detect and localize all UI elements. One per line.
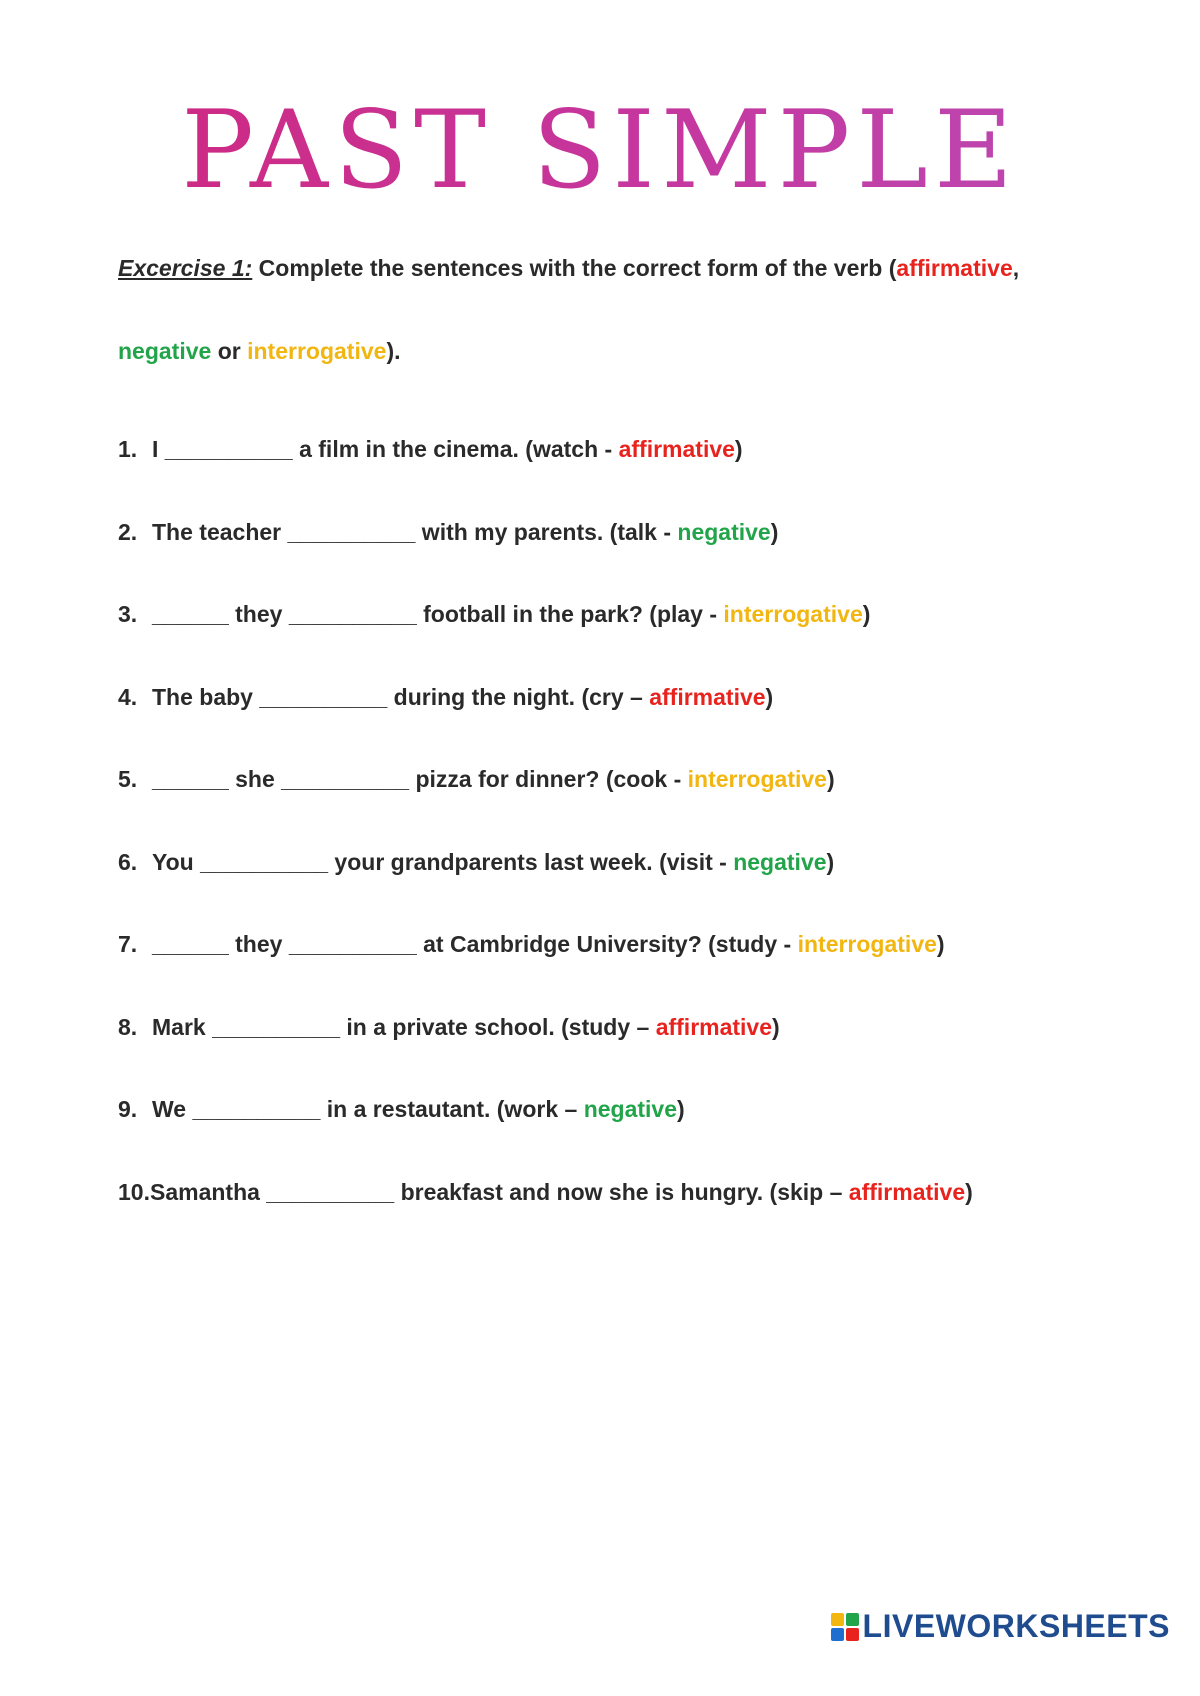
verb-form-keyword: negative [583,1096,678,1122]
question-number: 6. [118,848,138,875]
question-close: ) [862,601,871,627]
logo-text: LIVEWORKSHEETS [862,1608,1170,1644]
question-text: Samantha __________ breakfast and now she is hungry. (skip – [149,1178,849,1205]
question-number: 5. [118,766,138,792]
liveworksheets-logo [831,1608,1170,1645]
instructions-or: or [211,338,248,364]
verb-form-keyword: negative [733,848,827,875]
exercise-label: Excercise 1: [118,255,253,281]
question-row [118,931,1118,958]
question-close: ) [770,518,779,545]
question-number: 2. [118,518,138,545]
interrogative-keyword: interrogative [247,338,387,364]
verb-form-keyword: interrogative [687,766,827,792]
question-text: The teacher __________ with my parents. (talk - [152,518,678,545]
question-number: 10. [118,1178,150,1205]
question-text: The baby __________ during the night. (cry – [152,683,650,710]
question-row [118,684,1118,711]
question-number: 3. [118,601,138,627]
question-number: 9. [118,1096,138,1122]
question-row [118,1179,1118,1206]
question-row [118,1096,1118,1123]
question-close: ) [965,1178,973,1205]
question-text: We __________ in a restautant. (work – [152,1096,584,1122]
instructions-line-1 [118,255,1098,282]
verb-form-keyword: affirmative [649,683,766,710]
question-close: ) [677,1096,685,1122]
question-number: 1. [118,436,138,462]
question-row [118,849,1118,876]
affirmative-keyword: affirmative [896,255,1013,281]
question-number: 8. [118,1013,138,1040]
verb-form-keyword: negative [677,518,771,545]
verb-form-keyword: interrogative [797,931,937,957]
question-text: ______ they __________ at Cambridge University? (study - [152,931,798,957]
page-title: PAST SIMPLE [0,88,1200,213]
verb-form-keyword: affirmative [618,436,735,462]
question-text: ______ they __________ football in the park? (play - [152,601,724,627]
question-text: I __________ a film in the cinema. (watch - [152,436,619,462]
question-row [118,436,1118,463]
question-row [118,519,1118,546]
question-close: ) [772,1013,780,1040]
question-row [118,601,1118,628]
instructions-end: ). [386,338,401,364]
question-close: ) [734,436,743,462]
instructions-line-2 [118,338,1098,365]
question-row [118,1014,1118,1041]
question-row [118,766,1118,793]
question-number: 4. [118,683,138,710]
question-close: ) [765,683,774,710]
question-close: ) [936,931,945,957]
instructions-text: Complete the sentences with the correct form of the verb ( [252,255,897,281]
instructions-comma: , [1012,255,1020,281]
question-text: You __________ your grandparents last week. (visit - [152,848,734,875]
question-text: ______ she __________ pizza for dinner? (cook - [152,766,688,792]
verb-form-keyword: affirmative [848,1178,966,1205]
negative-keyword: negative [118,338,212,364]
verb-form-keyword: affirmative [655,1013,773,1040]
question-close: ) [826,848,835,875]
logo-blocks-icon [831,1613,859,1641]
question-text: Mark __________ in a private school. (study – [152,1013,656,1040]
verb-form-keyword: interrogative [723,601,863,627]
question-number: 7. [118,931,138,957]
question-close: ) [826,766,835,792]
